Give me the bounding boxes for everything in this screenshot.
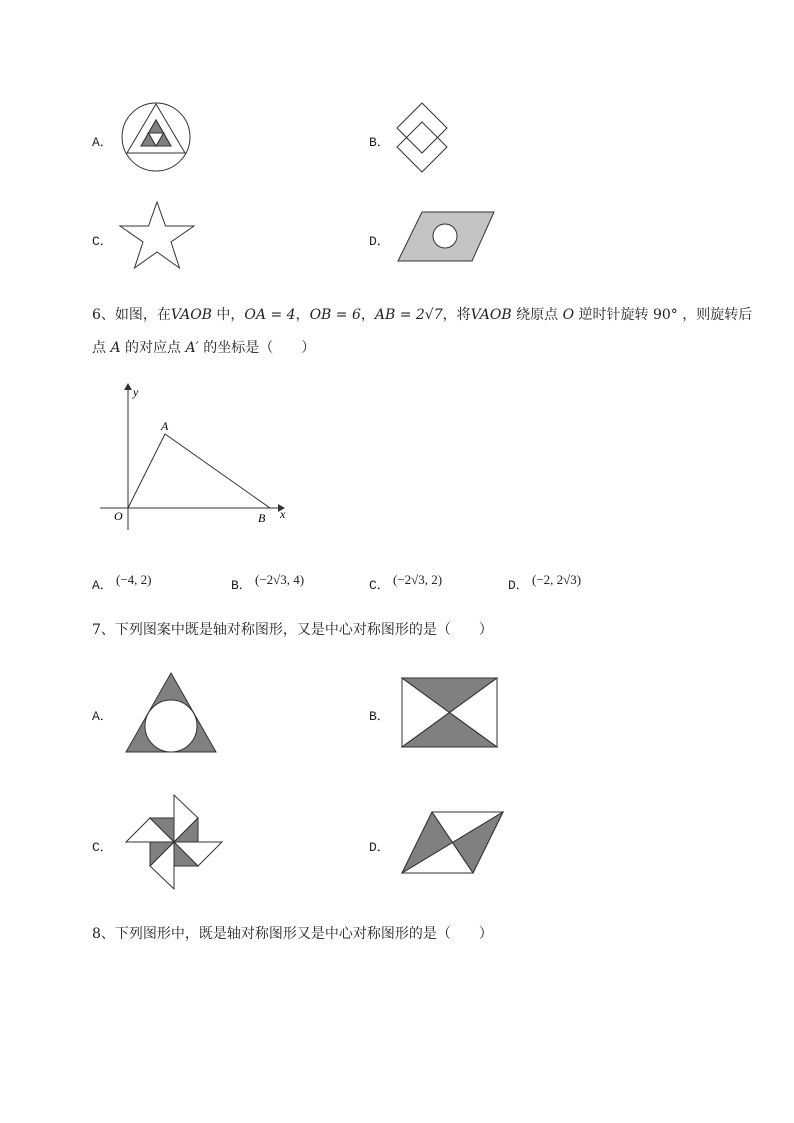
q5-option-a-label: A． (92, 135, 113, 150)
q6-option-c-value: (−2√3, 2) (393, 572, 443, 587)
q7-option-a-figure (124, 672, 218, 754)
q6-option-b-label: B． (231, 578, 252, 593)
point-b-label: B (258, 511, 266, 525)
q5-option-d-figure (397, 211, 497, 263)
q6-option-a-value: (−4, 2) (116, 572, 152, 587)
q7-stem: 7、下列图案中既是轴对称图形，又是中心对称图形的是（ ） (92, 622, 493, 638)
q5-option-c-figure (118, 200, 196, 270)
q7-option-b-label: B． (369, 709, 390, 724)
y-axis-label: y (133, 385, 139, 399)
q5-option-c-label: C． (92, 234, 113, 249)
q5-option-d-label: D． (369, 234, 390, 249)
q7-option-b-figure (401, 677, 499, 749)
x-axis-label: x (280, 507, 286, 521)
q6-option-d-label: D． (508, 578, 529, 593)
q6-stem-line2: 点 A 的对应点 A′ 的坐标是（ ） (92, 340, 316, 356)
q5-option-a-figure (120, 101, 192, 173)
q7-option-c-label: C． (92, 840, 113, 855)
q7-option-a-label: A． (92, 709, 113, 724)
q7-option-d-figure (401, 811, 505, 874)
q6-option-a-label: A． (92, 578, 113, 593)
q7-option-d-label: D． (369, 840, 390, 855)
q6-stem-line1: 6、如图，在VAOB 中，OA = 4，OB = 6，AB = 2√7，将VAOB 绕原点 O 逆时针旋转 90° ，则旋转后 (92, 307, 753, 323)
q7-option-c-figure (124, 794, 224, 890)
q6-option-d-value: (−2, 2√3) (532, 572, 582, 587)
point-a-label: A (161, 419, 169, 433)
q6-option-b-value: (−2√3, 4) (255, 572, 305, 587)
q6-option-c-label: C． (369, 578, 390, 593)
q8-stem: 8、下列图形中，既是轴对称图形又是中心对称图形的是（ ） (92, 926, 493, 942)
origin-label: O (114, 509, 123, 523)
q6-coordinate-figure (100, 378, 300, 533)
q5-option-b-label: B． (369, 135, 390, 150)
q6-options-row (92, 572, 612, 594)
q5-option-b-figure (395, 102, 449, 174)
